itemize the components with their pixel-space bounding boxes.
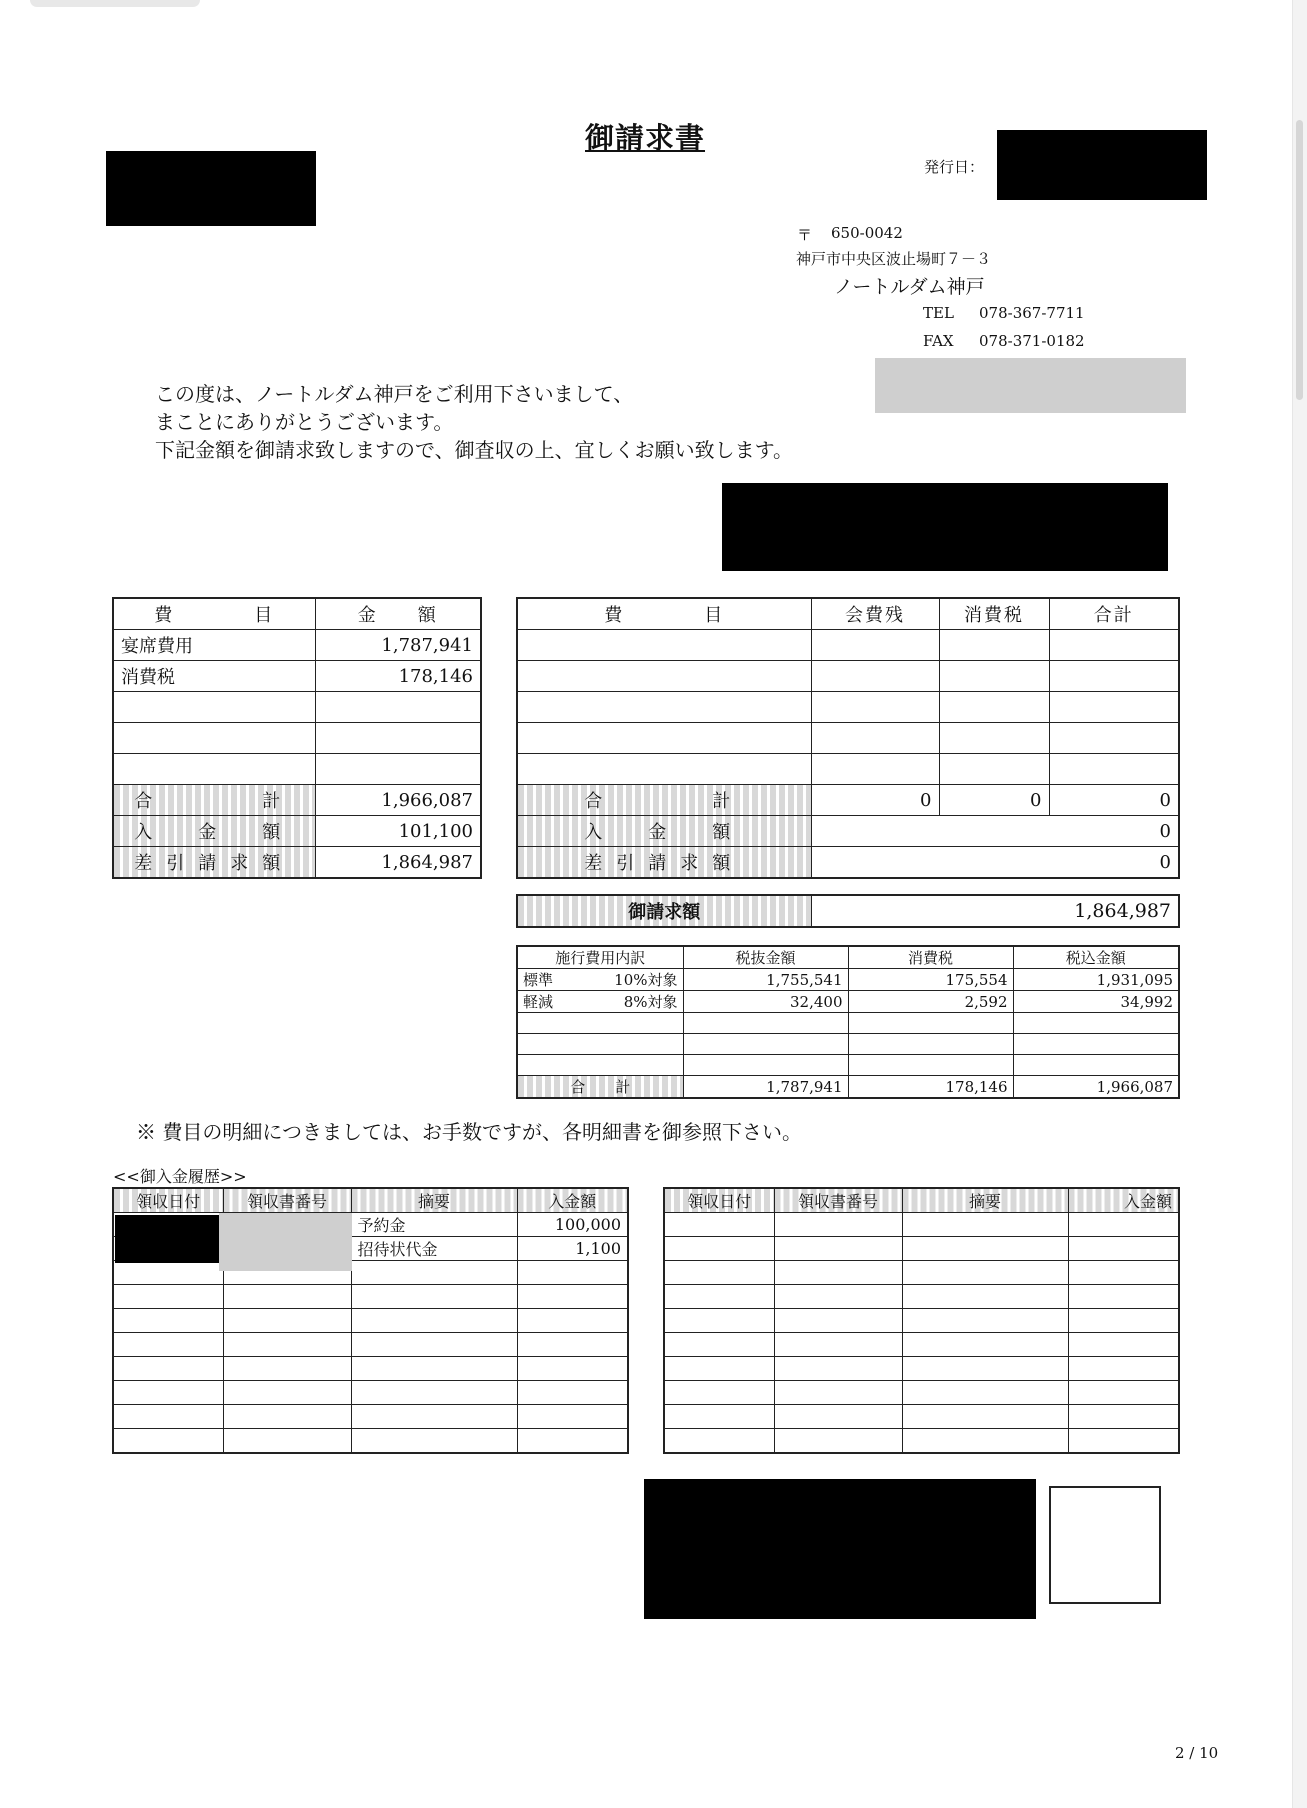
deposit-amount: 0 <box>811 816 1179 847</box>
tax-incl-amount: 34,992 <box>1013 991 1179 1013</box>
amount-cell <box>517 1261 628 1285</box>
receipt-no-cell <box>774 1285 902 1309</box>
total-row <box>517 785 1179 816</box>
date-cell <box>113 1429 223 1454</box>
table-header-row <box>517 946 1179 969</box>
description-cell <box>902 1381 1068 1405</box>
description-cell: 招待状代金 <box>351 1237 517 1261</box>
amount-cell <box>1068 1309 1179 1333</box>
value-cell <box>939 630 1049 661</box>
payment-history-caption: <<御入金履歴>> <box>113 1167 247 1186</box>
pre-tax-amount: 1,755,541 <box>683 969 848 991</box>
description-cell <box>902 1261 1068 1285</box>
invoice-amount-value: 1,864,987 <box>811 895 1179 927</box>
table-header-row <box>517 598 1179 630</box>
item-cell: 消費税 <box>113 661 315 692</box>
description-cell <box>902 1237 1068 1261</box>
total-tax: 0 <box>939 785 1049 816</box>
amount-cell <box>1068 1333 1179 1357</box>
table-row <box>664 1261 1179 1285</box>
table-row <box>113 754 481 785</box>
receipt-no-cell <box>223 1405 351 1429</box>
table-row <box>517 1013 1179 1034</box>
invoice-amount-row <box>517 895 1179 927</box>
viewer-top-tab <box>30 0 200 7</box>
amount-cell <box>1068 1237 1179 1261</box>
date-cell <box>113 1309 223 1333</box>
amount-cell <box>517 1357 628 1381</box>
description-cell <box>902 1213 1068 1237</box>
company-name: ノートルダム神戸 <box>834 276 985 298</box>
table-row <box>113 1429 628 1454</box>
date-cell <box>664 1309 774 1333</box>
date-cell <box>664 1213 774 1237</box>
description-cell <box>902 1285 1068 1309</box>
redacted-signature-block <box>644 1479 1036 1619</box>
postal-code: 650-0042 <box>831 224 903 242</box>
fax-number: 078-371-0182 <box>979 332 1085 350</box>
item-cell: 宴席費用 <box>113 630 315 661</box>
empty-cell <box>683 1034 848 1055</box>
receipt-no-cell <box>774 1237 902 1261</box>
company-address: 神戸市中央区波止場町７－３ <box>796 250 992 268</box>
table-row <box>664 1213 1179 1237</box>
total-row <box>517 1076 1179 1099</box>
total-tax-incl: 1,966,087 <box>1013 1076 1179 1099</box>
description-cell <box>351 1405 517 1429</box>
description-cell <box>351 1309 517 1333</box>
receipt-no-cell <box>774 1213 902 1237</box>
description-cell <box>351 1333 517 1357</box>
tax-incl-amount: 1,931,095 <box>1013 969 1179 991</box>
value-cell <box>811 723 939 754</box>
date-cell <box>664 1333 774 1357</box>
table-row <box>113 630 481 661</box>
scrollbar[interactable] <box>1292 0 1307 1808</box>
deposit-amount: 101,100 <box>315 816 481 847</box>
description-cell <box>351 1429 517 1454</box>
header-cell: 消費税 <box>939 598 1049 630</box>
item-cell <box>113 754 315 785</box>
empty-cell <box>848 1013 1013 1034</box>
tax-amount: 2,592 <box>848 991 1013 1013</box>
value-cell <box>811 661 939 692</box>
deposit-row <box>517 816 1179 847</box>
receipt-no-cell <box>774 1357 902 1381</box>
table-row <box>664 1333 1179 1357</box>
deposit-label: 入 金 額 <box>113 816 315 847</box>
empty-cell <box>517 1055 683 1076</box>
description-cell: 予約金 <box>351 1213 517 1237</box>
empty-cell <box>517 1034 683 1055</box>
date-cell <box>113 1381 223 1405</box>
table-row <box>113 1333 628 1357</box>
amount-cell <box>1068 1357 1179 1381</box>
table-row <box>517 630 1179 661</box>
date-cell <box>113 1357 223 1381</box>
value-cell <box>939 723 1049 754</box>
header-cell: 合計 <box>1049 598 1179 630</box>
issue-date-label: 発行日： <box>924 158 985 176</box>
value-cell <box>1049 661 1179 692</box>
greeting-line-1: この度は、ノートルダム神戸をご利用下さいまして、 <box>155 382 634 406</box>
balance-amount: 1,864,987 <box>315 847 481 879</box>
summary-right-table <box>516 597 1180 879</box>
table-row <box>664 1237 1179 1261</box>
description-cell <box>351 1381 517 1405</box>
table-row <box>517 723 1179 754</box>
date-cell <box>664 1285 774 1309</box>
receipt-no-cell <box>774 1405 902 1429</box>
receipt-no-cell <box>774 1381 902 1405</box>
table-row <box>664 1357 1179 1381</box>
value-cell <box>811 754 939 785</box>
amount-cell: 178,146 <box>315 661 481 692</box>
redacted-issue-date <box>997 130 1207 200</box>
balance-amount: 0 <box>811 847 1179 879</box>
amount-cell <box>517 1381 628 1405</box>
header-cell: 費 目 <box>517 598 811 630</box>
receipt-no-cell <box>223 1285 351 1309</box>
header-cell: 領収書番号 <box>774 1188 902 1213</box>
date-cell <box>113 1261 223 1285</box>
table-row <box>517 692 1179 723</box>
amount-cell: 100,000 <box>517 1213 628 1237</box>
total-sum: 0 <box>1049 785 1179 816</box>
table-row <box>113 692 481 723</box>
balance-label: 差引請求額 <box>113 847 315 879</box>
greeting-line-2: まことにありがとうございます。 <box>155 410 454 434</box>
amount-cell <box>315 723 481 754</box>
table-row <box>113 661 481 692</box>
date-cell <box>113 1405 223 1429</box>
item-cell <box>517 754 811 785</box>
item-cell <box>113 723 315 754</box>
empty-cell <box>848 1034 1013 1055</box>
table-row <box>113 723 481 754</box>
receipt-no-cell <box>774 1261 902 1285</box>
table-row <box>517 1055 1179 1076</box>
item-cell <box>517 723 811 754</box>
table-row <box>517 969 1179 991</box>
redacted-receipt-number <box>219 1213 352 1271</box>
redacted-receipt-date <box>115 1215 219 1263</box>
scrollbar-thumb[interactable] <box>1296 120 1303 400</box>
total-label: 合 計 <box>517 1076 683 1099</box>
total-remaining: 0 <box>811 785 939 816</box>
header-cell: 領収書番号 <box>223 1188 351 1213</box>
date-cell <box>113 1333 223 1357</box>
table-row <box>664 1381 1179 1405</box>
header-cell: 摘要 <box>902 1188 1068 1213</box>
header-cell: 施行費用内訳 <box>517 946 683 969</box>
redacted-contact <box>875 358 1186 413</box>
balance-label: 差引請求額 <box>517 847 811 879</box>
reference-note: ※ 費目の明細につきましては、お手数ですが、各明細書を御参照下さい。 <box>136 1120 802 1144</box>
document-title: 御請求書 <box>585 121 706 155</box>
tel-number: 078-367-7711 <box>979 304 1085 322</box>
value-cell <box>1049 754 1179 785</box>
tel-label: TEL <box>923 304 954 322</box>
receipt-no-cell <box>774 1429 902 1454</box>
balance-row <box>517 847 1179 879</box>
description-cell <box>902 1309 1068 1333</box>
header-cell: 金 額 <box>315 598 481 630</box>
pre-tax-amount: 32,400 <box>683 991 848 1013</box>
deposit-row <box>113 816 481 847</box>
empty-cell <box>683 1055 848 1076</box>
value-cell <box>939 754 1049 785</box>
amount-cell <box>1068 1405 1179 1429</box>
value-cell <box>811 692 939 723</box>
table-row <box>113 1261 628 1285</box>
receipt-no-cell <box>774 1309 902 1333</box>
redacted-block <box>722 483 1168 571</box>
total-label: 合 計 <box>113 785 315 816</box>
empty-cell <box>1013 1013 1179 1034</box>
payment-history-right-table <box>663 1187 1180 1454</box>
amount-cell <box>315 692 481 723</box>
amount-cell: 1,787,941 <box>315 630 481 661</box>
table-row <box>664 1309 1179 1333</box>
header-cell: 税抜金額 <box>683 946 848 969</box>
rate-type: 軽減 <box>517 991 583 1013</box>
empty-cell <box>848 1055 1013 1076</box>
header-cell: 領収日付 <box>664 1188 774 1213</box>
value-cell <box>939 692 1049 723</box>
header-cell: 費 目 <box>113 598 315 630</box>
header-cell: 摘要 <box>351 1188 517 1213</box>
table-row <box>517 754 1179 785</box>
date-cell <box>113 1285 223 1309</box>
amount-cell <box>517 1333 628 1357</box>
rate-label: 8%対象 <box>583 991 683 1013</box>
rate-label: 10%対象 <box>583 969 683 991</box>
value-cell <box>1049 723 1179 754</box>
date-cell <box>664 1237 774 1261</box>
table-header-row <box>113 1188 628 1213</box>
table-row <box>113 1309 628 1333</box>
page-indicator: 2 / 10 <box>1175 1744 1219 1762</box>
item-cell <box>113 692 315 723</box>
deposit-label: 入 金 額 <box>517 816 811 847</box>
amount-cell <box>1068 1261 1179 1285</box>
amount-cell <box>315 754 481 785</box>
amount-cell: 1,100 <box>517 1237 628 1261</box>
receipt-no-cell <box>223 1429 351 1454</box>
description-cell <box>902 1333 1068 1357</box>
header-cell: 税込金額 <box>1013 946 1179 969</box>
amount-cell <box>517 1405 628 1429</box>
value-cell <box>1049 630 1179 661</box>
amount-cell <box>517 1285 628 1309</box>
item-cell <box>517 630 811 661</box>
summary-left-table <box>112 597 482 879</box>
empty-cell <box>1013 1055 1179 1076</box>
fax-label: FAX <box>923 332 954 350</box>
receipt-no-cell <box>223 1357 351 1381</box>
header-cell: 入金額 <box>517 1188 628 1213</box>
description-cell <box>351 1261 517 1285</box>
table-row <box>517 661 1179 692</box>
table-row <box>113 1285 628 1309</box>
receipt-no-cell <box>223 1333 351 1357</box>
amount-cell <box>1068 1381 1179 1405</box>
table-row <box>664 1285 1179 1309</box>
tax-breakdown-table <box>516 945 1180 1099</box>
header-cell: 領収日付 <box>113 1188 223 1213</box>
amount-cell <box>1068 1285 1179 1309</box>
empty-cell <box>683 1013 848 1034</box>
table-header-row <box>664 1188 1179 1213</box>
date-cell <box>664 1429 774 1454</box>
description-cell <box>902 1429 1068 1454</box>
date-cell <box>664 1261 774 1285</box>
total-pre-tax: 1,787,941 <box>683 1076 848 1099</box>
postal-mark: 〒 <box>797 226 813 244</box>
date-cell <box>664 1405 774 1429</box>
table-row <box>113 1405 628 1429</box>
value-cell <box>939 661 1049 692</box>
balance-row <box>113 847 481 879</box>
total-label: 合 計 <box>517 785 811 816</box>
date-cell <box>664 1357 774 1381</box>
amount-cell <box>517 1309 628 1333</box>
header-cell: 会費残 <box>811 598 939 630</box>
greeting-text <box>155 380 793 464</box>
invoice-amount-table <box>516 894 1180 928</box>
amount-cell <box>517 1429 628 1454</box>
description-cell <box>902 1405 1068 1429</box>
description-cell <box>902 1357 1068 1381</box>
table-row <box>113 1381 628 1405</box>
table-row <box>664 1429 1179 1454</box>
table-row <box>517 1034 1179 1055</box>
value-cell <box>1049 692 1179 723</box>
description-cell <box>351 1285 517 1309</box>
table-row <box>664 1405 1179 1429</box>
date-cell <box>664 1381 774 1405</box>
seal-box <box>1049 1486 1161 1604</box>
receipt-no-cell <box>774 1333 902 1357</box>
empty-cell <box>1013 1034 1179 1055</box>
rate-type: 標準 <box>517 969 583 991</box>
amount-cell <box>1068 1429 1179 1454</box>
receipt-no-cell <box>223 1381 351 1405</box>
table-row <box>517 991 1179 1013</box>
empty-cell <box>517 1013 683 1034</box>
description-cell <box>351 1357 517 1381</box>
receipt-no-cell <box>223 1309 351 1333</box>
table-row <box>113 1357 628 1381</box>
redacted-addressee <box>106 151 316 226</box>
table-header-row <box>113 598 481 630</box>
greeting-line-3: 下記金額を御請求致しますので、御査収の上、宜しくお願い致します。 <box>155 438 793 462</box>
item-cell <box>517 661 811 692</box>
value-cell <box>811 630 939 661</box>
header-cell: 入金額 <box>1068 1188 1179 1213</box>
total-amount: 1,966,087 <box>315 785 481 816</box>
header-cell: 消費税 <box>848 946 1013 969</box>
amount-cell <box>1068 1213 1179 1237</box>
invoice-amount-label: 御請求額 <box>517 895 811 927</box>
total-tax: 178,146 <box>848 1076 1013 1099</box>
total-row <box>113 785 481 816</box>
tax-amount: 175,554 <box>848 969 1013 991</box>
item-cell <box>517 692 811 723</box>
